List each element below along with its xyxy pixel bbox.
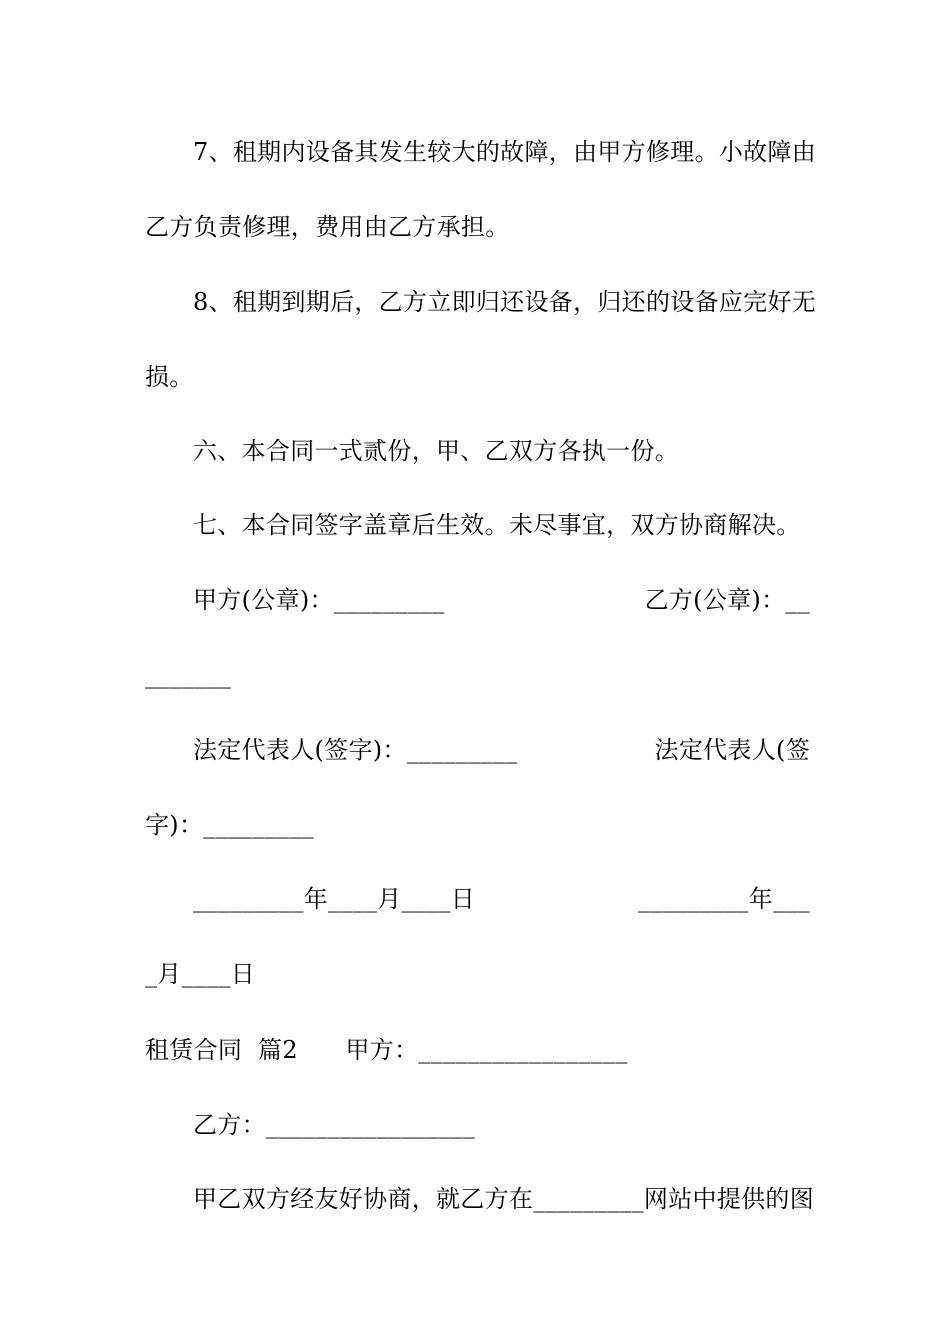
contract-2-heading: 租赁合同 篇2 甲方：_________________ (145, 1036, 628, 1064)
clause-8-line-1: 8、租期到期后，乙方立即归还设备，归还的设备应完好无 (193, 288, 817, 316)
article-7-text: 七、本合同签字盖章后生效。未尽事宜，双方协商解决。 (193, 511, 801, 539)
clause-7-line-1: 7、租期内设备其发生较大的故障，由甲方修理。小故障由 (193, 138, 817, 166)
clause-7-line-2: 乙方负责修理，费用由乙方承担。 (145, 213, 510, 241)
clause-8-line-2: 损。 (145, 363, 194, 391)
party-a-representative: 法定代表人(签字)：_________ (193, 736, 518, 764)
party-b-representative-continued: 字)：_________ (145, 811, 314, 839)
party-b-seal-continued: _______ (145, 661, 232, 689)
party-b-seal: 乙方(公章)：__ (644, 586, 810, 614)
party-b-date-continued: _月____日 (145, 960, 256, 988)
party-a-date: _________年____月____日 (193, 885, 475, 913)
party-b-representative: 法定代表人(签 (654, 736, 810, 764)
contract-2-party-b: 乙方：_________________ (193, 1111, 475, 1139)
article-6-text: 六、本合同一式贰份，甲、乙双方各执一份。 (193, 437, 679, 465)
contract-2-intro: 甲乙双方经友好协商，就乙方在_________网站中提供的图 (193, 1185, 814, 1213)
party-a-seal: 甲方(公章)：_________ (193, 586, 445, 614)
party-b-date: _________年___ (638, 885, 810, 913)
